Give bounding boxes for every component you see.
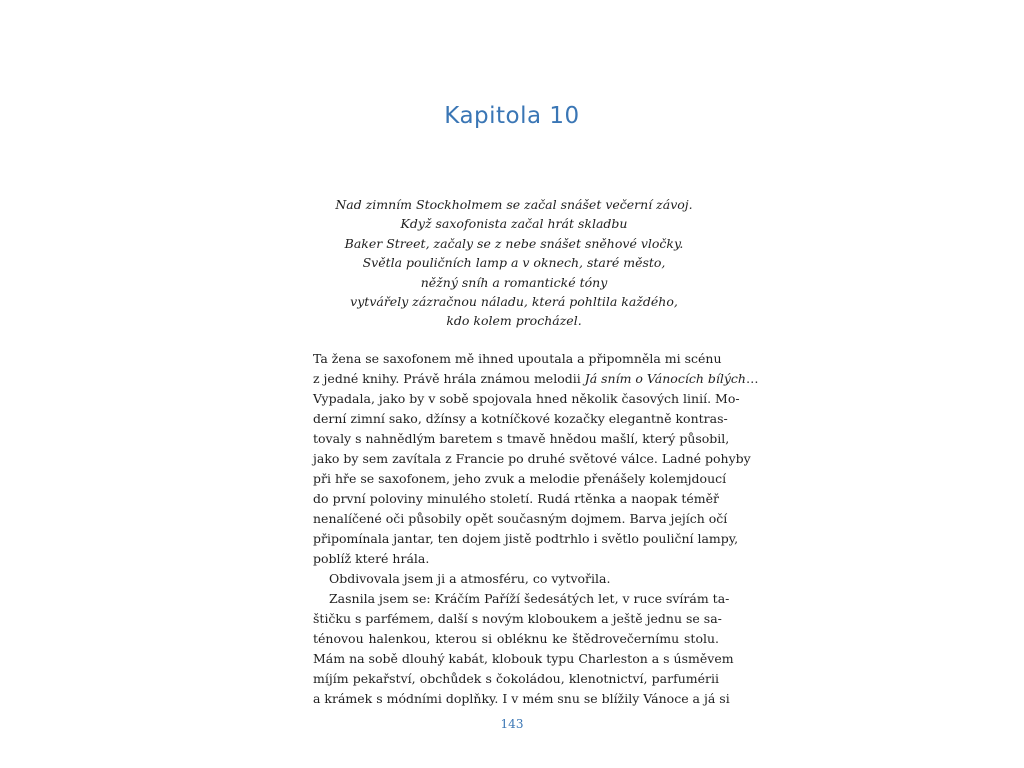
body-line: Mám na sobě dlouhý kabát, klobouk typu Charleston a s úsměvem [313, 651, 734, 666]
body-line: nenalíčené oči působily opět současným dojmem. Barva jejích očí [313, 511, 728, 526]
body-line: Ta žena se saxofonem mě ihned upoutala a připomněla mi scénu [313, 351, 722, 366]
epigraph-line: vytvářely zázračnou náladu, která pohltila každého, [350, 294, 678, 310]
epigraph-line: Světla pouličních lamp a v oknech, staré město, [362, 255, 666, 271]
epigraph-line: něžný sníh a romantické tóny [420, 274, 608, 290]
body-line: jako by sem zavítala z Francie po druhé světové válce. Ladné pohyby [313, 451, 751, 466]
chapter-title: Kapitola 10 [444, 103, 580, 129]
epigraph-line: Baker Street, začaly se z nebe snášet sněhové vločky. [344, 235, 684, 251]
body-line: při hře se saxofonem, jeho zvuk a melodie přenášely kolemjdoucí [313, 471, 727, 486]
body-line-text: z jedné knihy. Právě hrála známou melodii [313, 371, 585, 386]
body-line: do první poloviny minulého století. Rudá rtěnka a naopak téměř [313, 491, 719, 506]
body-line: tovaly s nahnědlým baretem s tmavě hnědou mašlí, který působil, [313, 431, 730, 446]
epigraph-line: kdo kolem procházel. [446, 313, 582, 329]
body-line: poblíž které hrála. [313, 551, 430, 566]
body-line: Zasnila jsem se: Kráčím Paříží šedesátých let, v ruce svírám ta- [329, 591, 730, 606]
body-line: ténovou halenkou, kterou si obléknu ke štědrovečernímu stolu. [313, 631, 719, 646]
body-line: štičku s parfémem, další s novým kloboukem a ještě jednu se sa- [313, 611, 722, 626]
song-title-suffix: … [745, 371, 759, 386]
epigraph-line: Nad zimním Stockholmem se začal snášet večerní závoj. [335, 197, 693, 212]
page-number: 143 [500, 717, 524, 731]
body-line [313, 369, 759, 389]
body-line: Vypadala, jako by v sobě spojovala hned několik časových linií. Mo- [313, 391, 740, 406]
body-line: derní zimní sako, džínsy a kotníčkové kozačky elegantně kontras- [313, 411, 728, 426]
body-text [313, 349, 759, 709]
body-line: připomínala jantar, ten dojem jistě podtrhlo i světlo pouliční lampy, [313, 531, 739, 546]
body-line: Obdivovala jsem ji a atmosféru, co vytvořila. [329, 571, 611, 586]
epigraph [300, 195, 728, 331]
song-title: Já sním o Vánocích bílých [584, 371, 746, 386]
body-line: míjím pekařství, obchůdek s čokoládou, klenotnictví, parfumérii [313, 671, 719, 686]
body-line: a krámek s módními doplňky. I v mém snu se blížily Vánoce a já si [313, 691, 730, 706]
epigraph-line: Když saxofonista začal hrát skladbu [400, 216, 628, 232]
